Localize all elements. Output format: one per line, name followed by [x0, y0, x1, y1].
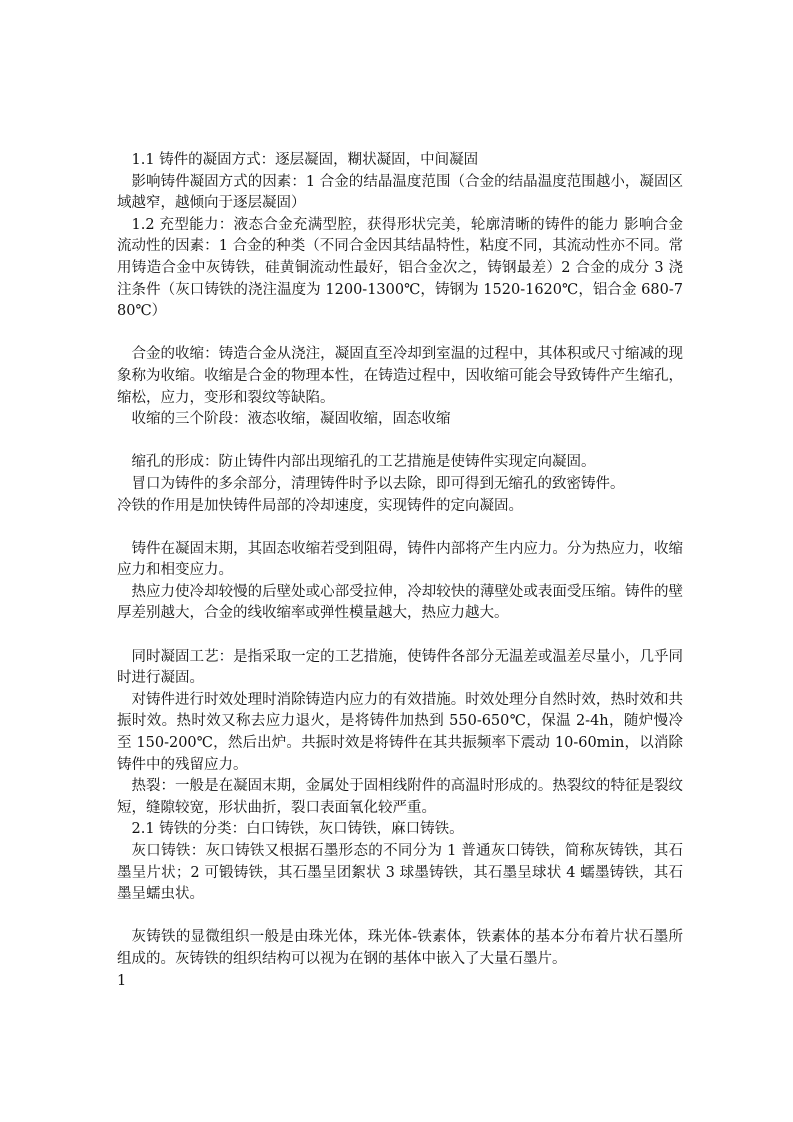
paragraph: 灰口铸铁：灰口铸铁又根据石墨形态的不同分为 1 普通灰口铸铁，简称灰铸铁，其石墨呈片状；2 可锻铸铁，其石墨呈团絮状 3 球墨铸铁，其石墨呈球状 4 蠕墨铸铁，其石墨呈蠕虫状。 — [117, 843, 683, 903]
paragraph-gap — [117, 517, 683, 539]
paragraph: 对铸件进行时效处理时消除铸造内应力的有效措施。时效处理分自然时效，热时效和共振时效。热时效又称去应力退火，是将铸件加热到 550-650℃，保温 2-4h，随炉慢冷至 150-200℃，然后出炉。共振时效是将铸件在其共振频率下震动 10-60min，以消除铸件中的残留应力。 — [117, 691, 683, 773]
paragraph: 收缩的三个阶段：液态收缩，凝固收缩，固态收缩 — [131, 411, 451, 428]
paragraph: 1.1 铸件的凝固方式：逐层凝固，糊状凝固，中间凝固 — [131, 152, 479, 168]
paragraph: 合金的收缩：铸造合金从浇注，凝固直至冷却到室温的过程中，其体积或尺寸缩减的现象称为收缩。收缩是合金的物理本性，在铸造过程中，因收缩可能会导致铸件产生缩孔，缩松，应力，变形和裂纹等缺陷。 — [117, 346, 683, 406]
paragraph: 影响铸件凝固方式的因素：1 合金的结晶温度范围（合金的结晶温度范围越小，凝固区域越窄，越倾向于逐层凝固） — [117, 173, 683, 212]
paragraph: 2.1 铸铁的分类：白口铸铁，灰口铸铁，麻口铸铁。 — [131, 821, 464, 838]
paragraph: 缩孔的形成：防止铸件内部出现缩孔的工艺措施是使铸件实现定向凝固。 — [131, 454, 596, 471]
paragraph: 冒口为铸件的多余部分，清理铸件时予以去除，即可得到无缩孔的致密铸件。 — [131, 475, 625, 492]
page-number: 1 — [117, 972, 127, 989]
paragraph: 铸件在凝固末期，其固态收缩若受到阻碍，铸件内部将产生内应力。分为热应力，收缩应力和相变应力。 — [117, 540, 683, 579]
paragraph-gap — [117, 323, 683, 345]
paragraph-gap — [117, 906, 683, 928]
paragraph: 1.2 充型能力：液态合金充满型腔，获得形状完美，轮廓清晰的铸件的能力 影响合金流动性的因素：1 合金的种类（不同合金因其结晶特性，粘度不同，其流动性亦不同。常用铸造合金中灰铸铁，硅黄铜流动性最好，铝合金次之，铸钢最差）2 合金的成分 3 浇注条件（灰口铸铁的浇注温度为 1200-1300℃，铸钢为 1520-1620℃，铝合金 680-780℃） — [117, 216, 683, 320]
document-body — [117, 150, 683, 971]
paragraph-gap — [117, 431, 683, 453]
paragraph: 冷铁的作用是加快铸件局部的冷却速度，实现铸件的定向凝固。 — [117, 497, 523, 514]
paragraph: 灰铸铁的显微组织一般是由珠光体，珠光体-铁素体，铁素体的基本分布着片状石墨所组成的。灰铸铁的组织结构可以视为在钢的基体中嵌入了大量石墨片。 — [117, 929, 683, 967]
paragraph: 同时凝固工艺：是指采取一定的工艺措施，使铸件各部分无温差或温差尽量小，几乎同时进行凝固。 — [117, 648, 683, 687]
paragraph: 热应力使冷却较慢的后壁处或心部受拉伸，冷却较快的薄壁处或表面受压缩。铸件的壁厚差别越大，合金的线收缩率或弹性模量越大，热应力越大。 — [117, 583, 683, 622]
paragraph: 热裂：一般是在凝固末期，金属处于固相线附件的高温时形成的。热裂纹的特征是裂纹短，缝隙较宽，形状曲折，裂口表面氧化较严重。 — [117, 778, 683, 816]
document-page — [117, 150, 683, 992]
paragraph-gap — [117, 625, 683, 647]
